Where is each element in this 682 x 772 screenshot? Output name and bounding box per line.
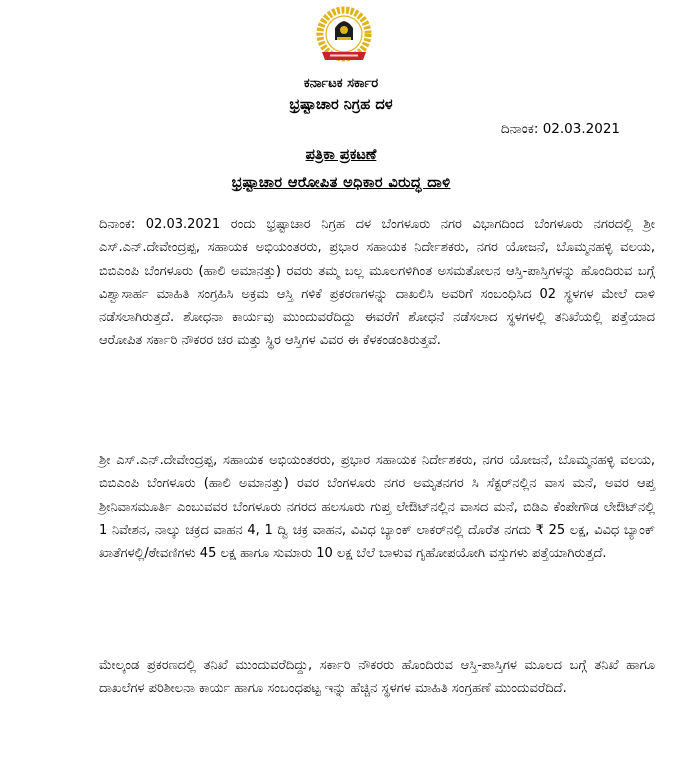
body-paragraph-2: ಶ್ರೀ ಎಸ್.ಎನ್.ದೇವೇಂದ್ರಪ್ಪ, ಸಹಾಯಕ ಅಭಿಯಂತರರು, ಪ್ರಭಾರ ಸಹಾಯಕ ನಿರ್ದೇಶಕರು, ನಗರ ಯೋಜನೆ, ಬೊಮ್ಮನಹಳ್ಳಿ ವಲಯ, ಬಿಬಿಎಂಪಿ ಬೆಂಗಳೂರು (ಹಾಲಿ ಅಮಾನತ್ತು) ರವರ ಬೆಂಗಳೂರು ನಗರ ಅಮೃತನಗರ ಸಿ ಸೆಕ್ಟರ್‌ನಲ್ಲಿನ ವಾಸ ಮನೆ, ಅವರ ಆಪ್ತ ಶ್ರೀನಿವಾಸಮೂರ್ತಿ ಎಂಬುವವರ ಬೆಂಗಳೂರು ನಗರದ ಹಲಸೂರು ಗುಪ್ತ ಲೇಔಟ್‌ನಲ್ಲಿನ ವಾಸದ ಮನೆ, ಬಿಡಿಎ ಕೆಂಪೇಗೌಡ ಲೇಔಟ್‌ನಲ್ಲಿ 1 ನಿವೇಶನ, ನಾಲ್ಕು ಚಕ್ರದ ವಾಹನ 4, 1 ದ್ವಿ ಚಕ್ರ ವಾಹನ, ವಿವಿಧ ಬ್ಯಾಂಕ್ ಲಾಕರ್‌ನಲ್ಲಿ ದೊರೆತ ನಗದು ₹ 25 ಲಕ್ಷ, ವಿವಿಧ ಬ್ಯಾಂಕ್ ಖಾತೆಗಳಲ್ಲಿ/ಠೇವಣಿಗಳು 45 ಲಕ್ಷ ಹಾಗೂ ಸುಮಾರು 10 ಲಕ್ಷ ಬೆಲೆ ಬಾಳುವ ಗೃಹೋಪಯೋಗಿ ವಸ್ತುಗಳು ಪತ್ತೆಯಾಗಿರುತ್ತದೆ. (99, 453, 655, 562)
body-paragraph-1: ದಿನಾಂಕ: 02.03.2021 ರಂದು ಭ್ರಷ್ಟಾಚಾರ ನಿಗ್ರಹ ದಳ ಬೆಂಗಳೂರು ನಗರ ವಿಭಾಗದಿಂದ ಬೆಂಗಳೂರು ನಗರದಲ್ಲಿ ಶ್ರೀ ಎಸ್.ಎನ್.ದೇವೇಂದ್ರಪ್ಪ, ಸಹಾಯಕ ಅಭಿಯಂತರರು, ಪ್ರಭಾರ ಸಹಾಯಕ ನಿರ್ದೇಶಕರು, ನಗರ ಯೋಜನೆ, ಬೊಮ್ಮನಹಳ್ಳಿ ವಲಯ, ಬಿಬಿಎಂಪಿ ಬೆಂಗಳೂರು (ಹಾಲಿ ಅಮಾನತ್ತು) ರವರು ತಮ್ಮ ಬಲ್ಲ ಮೂಲಗಳಿಗಿಂತ ಅಸಮತೋಲನ ಆಸ್ತಿ-ಪಾಸ್ತಿಗಳನ್ನು ಹೊಂದಿರುವ ಬಗ್ಗೆ ವಿಶ್ವಾಸಾರ್ಹ ಮಾಹಿತಿ ಸಂಗ್ರಹಿಸಿ ಅಕ್ರಮ ಆಸ್ತಿ ಗಳಿಕೆ ಪ್ರಕರಣಗಳನ್ನು ದಾಖಲಿಸಿ ಅವರಿಗೆ ಸಂಬಂಧಿಸಿದ 02 ಸ್ಥಳಗಳ ಮೇಲೆ ದಾಳಿ ನಡೆಸಲಾಗಿರುತ್ತದೆ. ಶೋಧನಾ ಕಾರ್ಯವು ಮುಂದುವರೆದಿದ್ದು ಈವರೆಗೆ ಶೋಧನೆ ನಡೆಸಲಾದ ಸ್ಥಳಗಳಲ್ಲಿ ತನಿಖೆಯಲ್ಲಿ ಪತ್ತೆಯಾದ ಆರೋಪಿತ ಸರ್ಕಾರಿ ನೌಕರರ ಚರ ಮತ್ತು ಸ್ಥಿರ ಆಸ್ತಿಗಳ ವಿವರ ಈ ಕೆಳಕಂಡಂತಿರುತ್ತವೆ. (99, 217, 655, 349)
department-name: ಭ್ರಷ್ಟಾಚಾರ ನಿಗ್ರಹ ದಳ (289, 97, 393, 113)
document-date: ದಿನಾಂಕ: 02.03.2021 (500, 121, 620, 137)
press-release-heading: ಪತ್ರಿಕಾ ಪ್ರಕಟಣೆ (305, 147, 377, 163)
body-paragraph-3: ಮೇಲ್ಕಂಡ ಪ್ರಕರಣದಲ್ಲಿ ತನಿಖೆ ಮುಂದುವರೆದಿದ್ದು, ಸರ್ಕಾರಿ ನೌಕರರು ಹೊಂದಿರುವ ಆಸ್ತಿ-ಪಾಸ್ತಿಗಳ ಮೂಲದ ಬಗ್ಗೆ ತನಿಖೆ ಹಾಗೂ ದಾಖಲೆಗಳ ಪರಿಶೀಲನಾ ಕಾರ್ಯ ಹಾಗೂ ಸಂಬಂಧಪಟ್ಟ ಇನ್ನು ಹೆಚ್ಚಿನ ಸ್ಥಳಗಳ ಮಾಹಿತಿ ಸಂಗ್ರಹಣೆ ಮುಂದುವರೆದಿದೆ. (99, 658, 655, 697)
government-name: ಕರ್ನಾಟಕ ಸರ್ಕಾರ (303, 76, 379, 91)
subject-heading: ಭ್ರಷ್ಟಾಚಾರ ಆರೋಪಿತ ಅಧಿಕಾರ ವಿರುದ್ಧ ದಾಳಿ (231, 175, 451, 191)
karnataka-emblem-icon (313, 6, 375, 68)
